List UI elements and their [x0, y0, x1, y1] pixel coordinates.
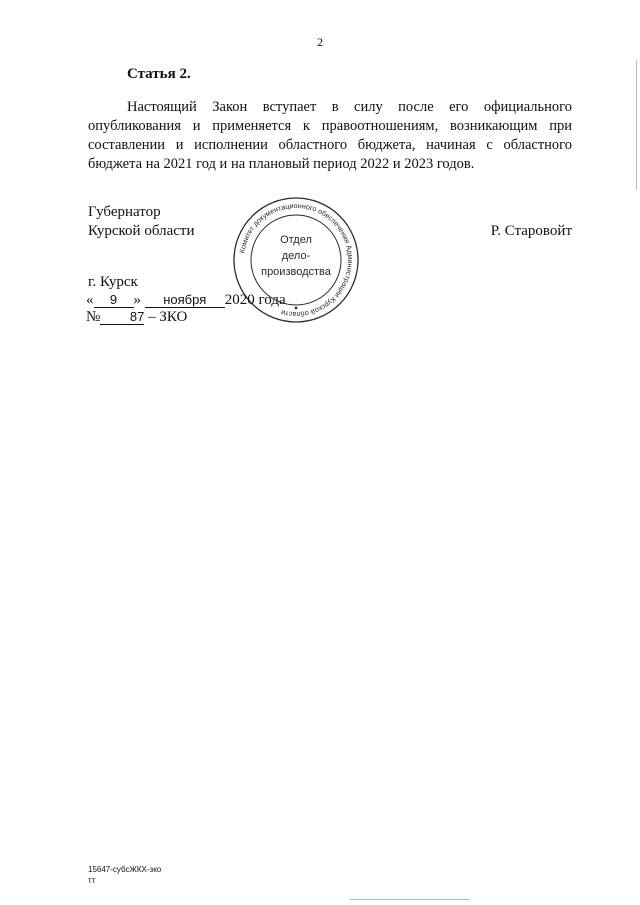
signer-title: [88, 203, 194, 241]
signer-title-line2: Курской области: [88, 223, 195, 239]
law-number: 87: [100, 309, 144, 325]
footer-code-line: 15647-субсЖКХ-зко: [88, 865, 162, 874]
law-number-line: [86, 308, 187, 327]
footer-initials: тт: [88, 876, 96, 885]
number-suffix: – ЗКО: [148, 309, 188, 325]
scan-bottom-mark: [350, 899, 470, 900]
scan-edge-mark: [636, 60, 637, 190]
stamp-center-line1: Отдел: [280, 234, 312, 246]
signer-name: Р. Старовойт: [490, 223, 572, 239]
date-close-quote: »: [133, 292, 141, 308]
stamp-center-line2: дело-: [281, 250, 311, 262]
number-sign: №: [86, 309, 101, 325]
date-year: 2020 года: [224, 292, 286, 308]
article-heading: Статья 2.: [127, 66, 191, 82]
date-day: 9: [94, 292, 134, 308]
stamp-ring-text: Комитет документационного обеспечения Администрации Курской области: [237, 200, 356, 320]
article-body: Настоящий Закон вступает в силу после его официального опубликования и применяется к правоотношениям, возникающим при составлении и исполнении областного бюджета, начиная с областного бюджета на 2021 год и на плановый период 2022 и 2023 годов.: [88, 99, 572, 172]
page-number: 2: [317, 35, 323, 49]
footer-code: [88, 864, 161, 886]
city: г. Курск: [88, 274, 138, 290]
date-open-quote: «: [86, 292, 94, 308]
stamp-center-line3: производства: [261, 266, 331, 278]
signer-title-line1: Губернатор: [88, 204, 161, 220]
date-month: ноября: [145, 292, 225, 308]
